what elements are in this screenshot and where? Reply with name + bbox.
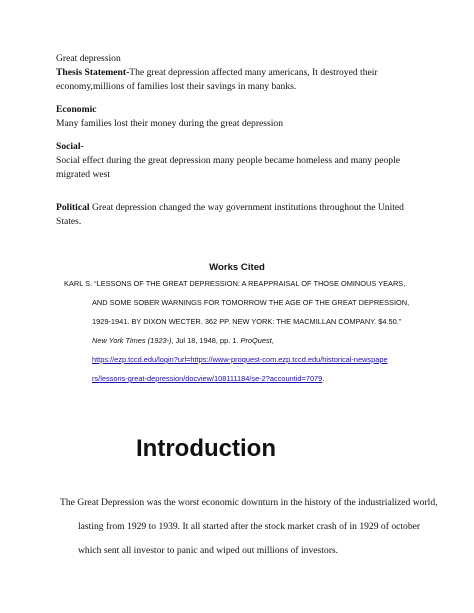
document-title: Great depression	[56, 53, 121, 64]
outline-section	[56, 52, 428, 94]
citation-journal: New York Times (1923-)	[92, 336, 172, 345]
citation-entry	[64, 274, 454, 388]
economic-heading: Economic	[56, 104, 97, 115]
political-section	[56, 201, 428, 229]
citation-line-2: AND SOME SOBER WARNINGS FOR TOMORROW THE AGE OF THE GREAT DEPRESSION,	[92, 298, 410, 307]
social-text: Social effect during the great depression many people became homeless and many people migrated west	[56, 154, 401, 180]
citation-link-part2[interactable]: rs/lessons-great-depression/docview/108111184/se-2?accountid=7079	[92, 374, 323, 383]
social-heading: Social-	[56, 141, 84, 152]
citation-database-rest: ,	[271, 336, 274, 345]
thesis-paragraph	[56, 66, 428, 94]
citation-journal-rest: , Jul 18, 1948, pp. 1.	[171, 336, 241, 345]
introduction-text: The Great Depression was the worst economic downturn in the history of the industrialized world, lasting from 1929 to 1939. It all started after the stock market crash of in 1929 of october which sent all investor to panic and wiped out millions of investors.	[60, 497, 438, 556]
economic-section	[56, 103, 428, 131]
citation-line-5	[92, 350, 454, 369]
citation-database: ProQuest	[240, 336, 272, 345]
economic-text: Many families lost their money during the great depression	[56, 117, 283, 129]
citation-line-1: KARL S. “LESSONS OF THE GREAT DEPRESSION: A REAPPRAISAL OF THOSE OMINOUS YEARS,	[64, 279, 406, 288]
works-cited-heading: Works Cited	[209, 262, 265, 273]
citation-line-3: 1929-1941. BY DIXON WECTER. 362 PP. NEW YORK: THE MACMILLAN COMPANY. $4.50.”	[92, 317, 402, 326]
citation-line-6	[92, 369, 454, 388]
introduction-paragraph	[60, 491, 438, 563]
citation-line-4	[92, 331, 454, 350]
introduction-heading: Introduction	[136, 435, 276, 462]
political-paragraph	[56, 201, 428, 229]
political-label: Political	[56, 202, 90, 213]
thesis-text: The great depression affected many americans, It destroyed their economy,millions of families lost their savings in many banks.	[56, 66, 378, 92]
thesis-label: Thesis Statement-	[56, 66, 130, 78]
social-section	[56, 140, 428, 182]
citation-link-end: .	[322, 374, 325, 383]
citation-link-part1[interactable]: https://ezp.tccd.edu/login?url=https://www-proquest-com.ezp.tccd.edu/historical-newspape	[92, 355, 388, 364]
political-text: Great depression changed the way government institutions throughout the United States.	[56, 202, 404, 227]
